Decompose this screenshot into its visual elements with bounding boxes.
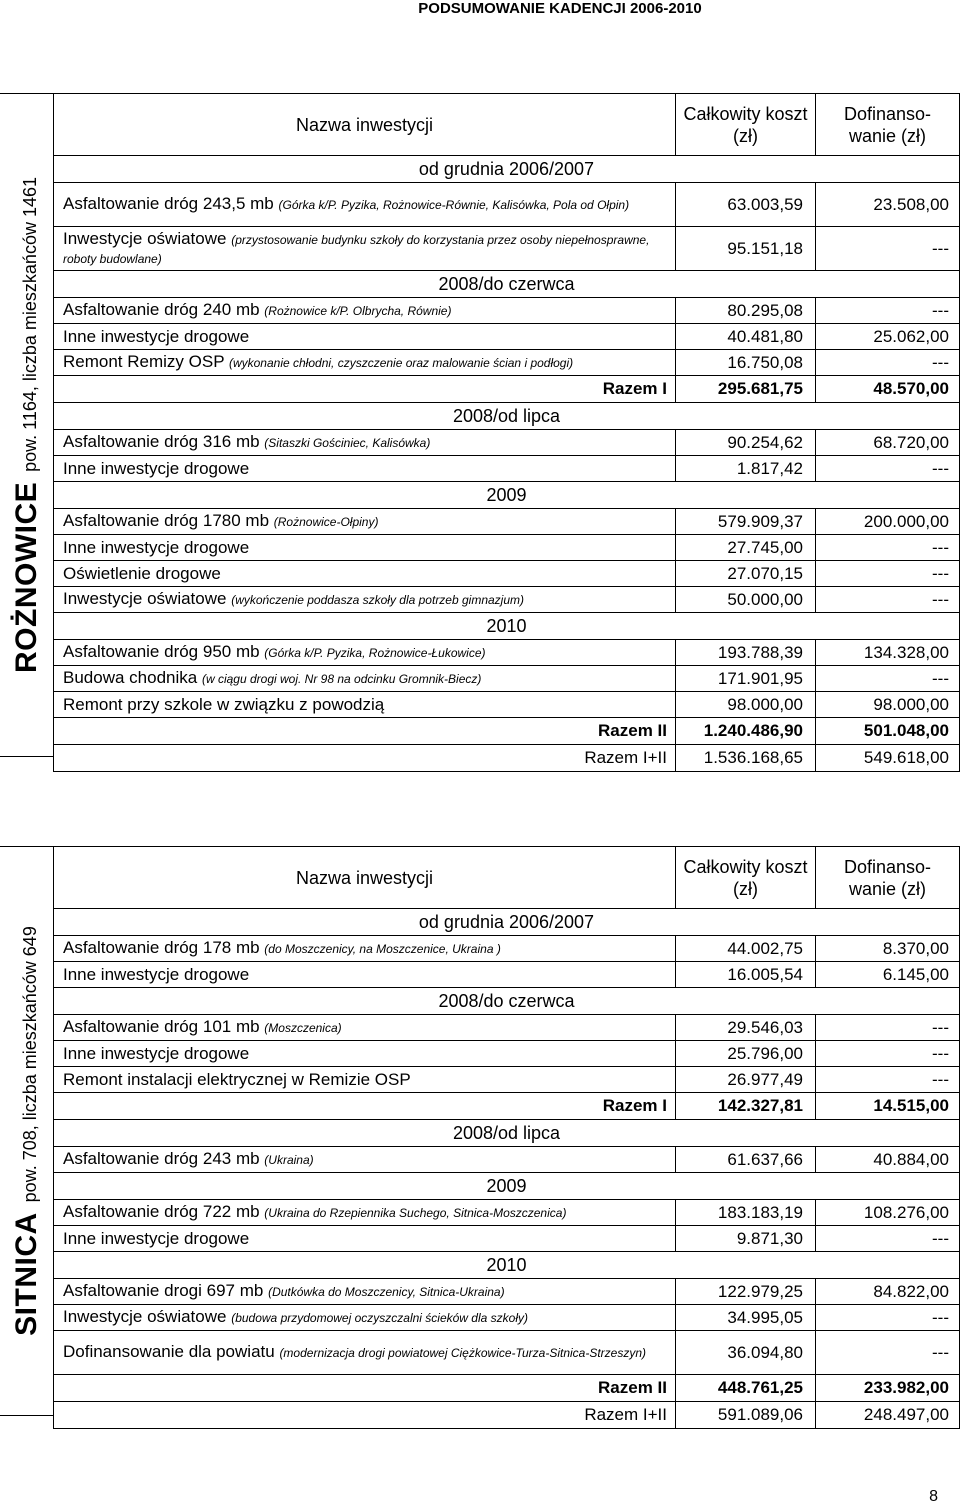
table-row	[54, 183, 960, 227]
roznowice-investment-table	[53, 93, 960, 772]
investment-desc: (wykonanie chłodni, czyszczenie oraz malowanie ścian i podłogi)	[228, 356, 574, 370]
investment-desc: (Sitaszki Gościniec, Kalisówka)	[264, 436, 431, 450]
table-row	[54, 1226, 960, 1252]
col-cost-header: Całkowity koszt (zł)	[676, 94, 816, 156]
cofund-cell: 6.145,00	[816, 962, 960, 988]
investment-name-cell	[54, 1147, 676, 1173]
investment-name: Asfaltowanie dróg 240 mb	[63, 300, 260, 319]
investment-name-cell	[54, 640, 676, 666]
total-cost: 448.761,25	[676, 1375, 816, 1402]
total-cost: 591.089,06	[676, 1402, 816, 1429]
section-label: 2009	[54, 482, 960, 509]
table-row	[54, 692, 960, 718]
total-cofund: 549.618,00	[816, 745, 960, 772]
investment-name: Inne inwestycje drogowe	[63, 537, 250, 557]
investment-desc: (Ukraina)	[264, 1153, 314, 1167]
table-row	[54, 561, 960, 587]
total-label: Razem I	[54, 1093, 676, 1120]
cofund-cell: 200.000,00	[816, 509, 960, 535]
total-label: Razem I+II	[54, 745, 676, 772]
investment-name: Asfaltowanie drogi 697 mb	[63, 1281, 264, 1300]
section-label: od grudnia 2006/2007	[54, 156, 960, 183]
section-label: 2008/do czerwca	[54, 988, 960, 1015]
section-label: 2009	[54, 1173, 960, 1200]
page-header: PODSUMOWANIE KADENCJI 2006-2010	[418, 0, 702, 17]
table-header-row	[54, 94, 960, 156]
col-name-header: Nazwa inwestycji	[54, 94, 676, 156]
investment-name-cell	[54, 692, 676, 718]
cost-cell: 34.995,05	[676, 1305, 816, 1331]
section-row	[54, 988, 960, 1015]
investment-desc: (Górka k/P. Pyzika, Rożnowice-Równie, Kalisówka, Pola od Ołpin)	[278, 198, 630, 212]
investment-name-cell	[54, 587, 676, 613]
investment-name: Asfaltowanie dróg 722 mb	[63, 1202, 260, 1221]
investment-name-cell	[54, 535, 676, 561]
total-row	[54, 745, 960, 772]
total-cost: 1.536.168,65	[676, 745, 816, 772]
investment-name: Remont przy szkole w związku z powodzią	[63, 694, 385, 714]
cofund-cell: 98.000,00	[816, 692, 960, 718]
total-label: Razem II	[54, 718, 676, 745]
investment-name-cell	[54, 1226, 676, 1252]
cofund-cell: ---	[816, 1067, 960, 1093]
total-cofund: 14.515,00	[816, 1093, 960, 1120]
investment-name: Asfaltowanie dróg 243,5 mb	[63, 194, 274, 213]
village-info: pow. 708, liczba mieszkańców 649	[19, 926, 40, 1203]
cofund-cell: ---	[816, 1305, 960, 1331]
investment-name-cell	[54, 1015, 676, 1041]
cofund-cell: ---	[816, 350, 960, 376]
cost-cell: 183.183,19	[676, 1200, 816, 1226]
total-label: Razem I	[54, 376, 676, 403]
cofund-cell: 134.328,00	[816, 640, 960, 666]
investment-name: Asfaltowanie dróg 178 mb	[63, 938, 260, 957]
investment-name: Inwestycje oświatowe	[63, 1307, 227, 1326]
cost-cell: 98.000,00	[676, 692, 816, 718]
section-label: 2010	[54, 613, 960, 640]
investment-name: Remont Remizy OSP	[63, 352, 225, 371]
cofund-cell: 108.276,00	[816, 1200, 960, 1226]
total-cofund: 48.570,00	[816, 376, 960, 403]
investment-name: Budowa chodnika	[63, 668, 198, 687]
section-row	[54, 1120, 960, 1147]
section-label: 2008/do czerwca	[54, 271, 960, 298]
page-number: 8	[929, 1488, 938, 1505]
cofund-cell: ---	[816, 1226, 960, 1252]
cost-cell: 16.750,08	[676, 350, 816, 376]
village-name: ROŻNOWICE	[9, 481, 43, 673]
cofund-cell: ---	[816, 666, 960, 692]
cofund-cell: ---	[816, 298, 960, 324]
cost-cell: 44.002,75	[676, 936, 816, 962]
cost-cell: 27.745,00	[676, 535, 816, 561]
table-row	[54, 1015, 960, 1041]
cost-cell: 193.788,39	[676, 640, 816, 666]
section-row	[54, 613, 960, 640]
cost-cell: 90.254,62	[676, 430, 816, 456]
village-info: pow. 1164, liczba mieszkańców 1461	[19, 177, 40, 472]
col-name-header: Nazwa inwestycji	[54, 847, 676, 909]
cofund-cell: 68.720,00	[816, 430, 960, 456]
total-label: Razem II	[54, 1375, 676, 1402]
investment-desc: (Dutkówka do Moszczenicy, Sitnica-Ukraina)	[268, 1285, 505, 1299]
sitnica-investment-table	[53, 846, 960, 1429]
total-cost: 295.681,75	[676, 376, 816, 403]
cost-cell: 61.637,66	[676, 1147, 816, 1173]
section-row	[54, 1252, 960, 1279]
total-cofund: 233.982,00	[816, 1375, 960, 1402]
table-row	[54, 350, 960, 376]
investment-desc: (budowa przydomowej oczyszczalni ścieków dla szkoły)	[231, 1311, 528, 1325]
total-label: Razem I+II	[54, 1402, 676, 1429]
cost-cell: 9.871,30	[676, 1226, 816, 1252]
cofund-cell: 84.822,00	[816, 1279, 960, 1305]
total-row	[54, 1375, 960, 1402]
investment-name-cell	[54, 456, 676, 482]
sitnica-side-label	[0, 846, 53, 1416]
total-cost: 142.327,81	[676, 1093, 816, 1120]
section-label: 2008/od lipca	[54, 1120, 960, 1147]
table-row	[54, 936, 960, 962]
cost-cell: 26.977,49	[676, 1067, 816, 1093]
investment-name-cell	[54, 298, 676, 324]
investment-name: Inne inwestycje drogowe	[63, 458, 250, 478]
cofund-cell: ---	[816, 227, 960, 271]
section-label: 2010	[54, 1252, 960, 1279]
investment-desc: (przystosowanie budynku szkoły do korzystania przez osoby niepełnosprawne, roboty budowlane)	[63, 232, 650, 266]
investment-name-cell	[54, 962, 676, 988]
cofund-cell: ---	[816, 1015, 960, 1041]
investment-name-cell	[54, 1331, 676, 1375]
total-row	[54, 718, 960, 745]
cost-cell: 63.003,59	[676, 183, 816, 227]
table-row	[54, 298, 960, 324]
cofund-cell: 23.508,00	[816, 183, 960, 227]
cost-cell: 36.094,80	[676, 1331, 816, 1375]
investment-name-cell	[54, 1041, 676, 1067]
investment-name-cell	[54, 1305, 676, 1331]
cost-cell: 25.796,00	[676, 1041, 816, 1067]
investment-name: Inwestycje oświatowe	[63, 228, 227, 248]
investment-desc: (Rożnowice k/P. Olbrycha, Równie)	[264, 304, 452, 318]
cofund-cell: 8.370,00	[816, 936, 960, 962]
investment-name: Inne inwestycje drogowe	[63, 1228, 250, 1248]
investment-name-cell	[54, 350, 676, 376]
table-row	[54, 587, 960, 613]
section-label: 2008/od lipca	[54, 403, 960, 430]
total-row	[54, 1402, 960, 1429]
table-row	[54, 324, 960, 350]
investment-name: Asfaltowanie dróg 243 mb	[63, 1149, 260, 1168]
cost-cell: 16.005,54	[676, 962, 816, 988]
table-row	[54, 962, 960, 988]
village-name: SITNICA	[9, 1212, 43, 1336]
investment-name: Inwestycje oświatowe	[63, 589, 227, 608]
table-row	[54, 666, 960, 692]
cofund-cell: ---	[816, 561, 960, 587]
cost-cell: 122.979,25	[676, 1279, 816, 1305]
table-row	[54, 430, 960, 456]
cost-cell: 80.295,08	[676, 298, 816, 324]
table-row	[54, 456, 960, 482]
cost-cell: 1.817,42	[676, 456, 816, 482]
cofund-cell: ---	[816, 587, 960, 613]
investment-name-cell	[54, 1200, 676, 1226]
table-row	[54, 1067, 960, 1093]
investment-name: Inne inwestycje drogowe	[63, 964, 250, 984]
investment-name-cell	[54, 561, 676, 587]
table-row	[54, 640, 960, 666]
investment-name: Asfaltowanie dróg 1780 mb	[63, 511, 270, 530]
table-row	[54, 227, 960, 271]
col-cofund-header: Dofinanso-wanie (zł)	[816, 94, 960, 156]
cofund-cell: ---	[816, 1041, 960, 1067]
investment-desc: (Rożnowice-Ołpiny)	[273, 515, 379, 529]
table-row	[54, 1200, 960, 1226]
investment-name-cell	[54, 936, 676, 962]
investment-desc: (Górka k/P. Pyzika, Rożnowice-Łukowice)	[264, 646, 486, 660]
table-row	[54, 535, 960, 561]
table-row	[54, 509, 960, 535]
cost-cell: 29.546,03	[676, 1015, 816, 1041]
investment-name: Asfaltowanie dróg 101 mb	[63, 1017, 260, 1036]
cost-cell: 579.909,37	[676, 509, 816, 535]
col-cofund-header: Dofinanso-wanie (zł)	[816, 847, 960, 909]
total-cofund: 248.497,00	[816, 1402, 960, 1429]
cofund-cell: ---	[816, 456, 960, 482]
total-row	[54, 1093, 960, 1120]
investment-name-cell	[54, 1067, 676, 1093]
investment-name-cell	[54, 430, 676, 456]
investment-name: Remont instalacji elektrycznej w Remizie OSP	[63, 1069, 411, 1089]
cost-cell: 95.151,18	[676, 227, 816, 271]
table-row	[54, 1147, 960, 1173]
investment-name: Asfaltowanie dróg 316 mb	[63, 432, 260, 451]
investment-desc: (do Moszczenicy, na Moszczenice, Ukraina )	[264, 942, 501, 956]
cost-cell: 50.000,00	[676, 587, 816, 613]
col-cost-header: Całkowity koszt (zł)	[676, 847, 816, 909]
total-row	[54, 376, 960, 403]
cofund-cell: ---	[816, 1331, 960, 1375]
investment-name-cell	[54, 227, 676, 271]
total-cost: 1.240.486,90	[676, 718, 816, 745]
section-row	[54, 909, 960, 936]
cost-cell: 171.901,95	[676, 666, 816, 692]
investment-name: Dofinansowanie dla powiatu	[63, 1342, 275, 1361]
cofund-cell: 40.884,00	[816, 1147, 960, 1173]
investment-name-cell	[54, 324, 676, 350]
total-cofund: 501.048,00	[816, 718, 960, 745]
investment-name: Oświetlenie drogowe	[63, 563, 221, 583]
roznowice-side-label	[0, 93, 53, 757]
investment-name-cell	[54, 509, 676, 535]
investment-name-cell	[54, 666, 676, 692]
section-label: od grudnia 2006/2007	[54, 909, 960, 936]
investment-desc: (w ciągu drogi woj. Nr 98 na odcinku Gromnik-Biecz)	[201, 672, 482, 686]
investment-name-cell	[54, 1279, 676, 1305]
cofund-cell: ---	[816, 535, 960, 561]
section-row	[54, 482, 960, 509]
investment-name-cell	[54, 183, 676, 227]
investment-desc: (Ukraina do Rzepiennika Suchego, Sitnica-Moszczenica)	[264, 1206, 567, 1220]
cost-cell: 40.481,80	[676, 324, 816, 350]
investment-name: Inne inwestycje drogowe	[63, 1043, 250, 1063]
cofund-cell: 25.062,00	[816, 324, 960, 350]
table-row	[54, 1331, 960, 1375]
section-row	[54, 271, 960, 298]
table-header-row	[54, 847, 960, 909]
table-row	[54, 1305, 960, 1331]
table-row	[54, 1041, 960, 1067]
table-row	[54, 1279, 960, 1305]
section-row	[54, 156, 960, 183]
cost-cell: 27.070,15	[676, 561, 816, 587]
investment-name: Inne inwestycje drogowe	[63, 326, 250, 346]
investment-desc: (wykończenie poddasza szkoły dla potrzeb gimnazjum)	[231, 593, 525, 607]
section-row	[54, 1173, 960, 1200]
section-row	[54, 403, 960, 430]
investment-name: Asfaltowanie dróg 950 mb	[63, 642, 260, 661]
investment-desc: (modernizacja drogi powiatowej Ciężkowice-Turza-Sitnica-Strzeszyn)	[279, 1346, 647, 1360]
investment-desc: (Moszczenica)	[264, 1021, 342, 1035]
